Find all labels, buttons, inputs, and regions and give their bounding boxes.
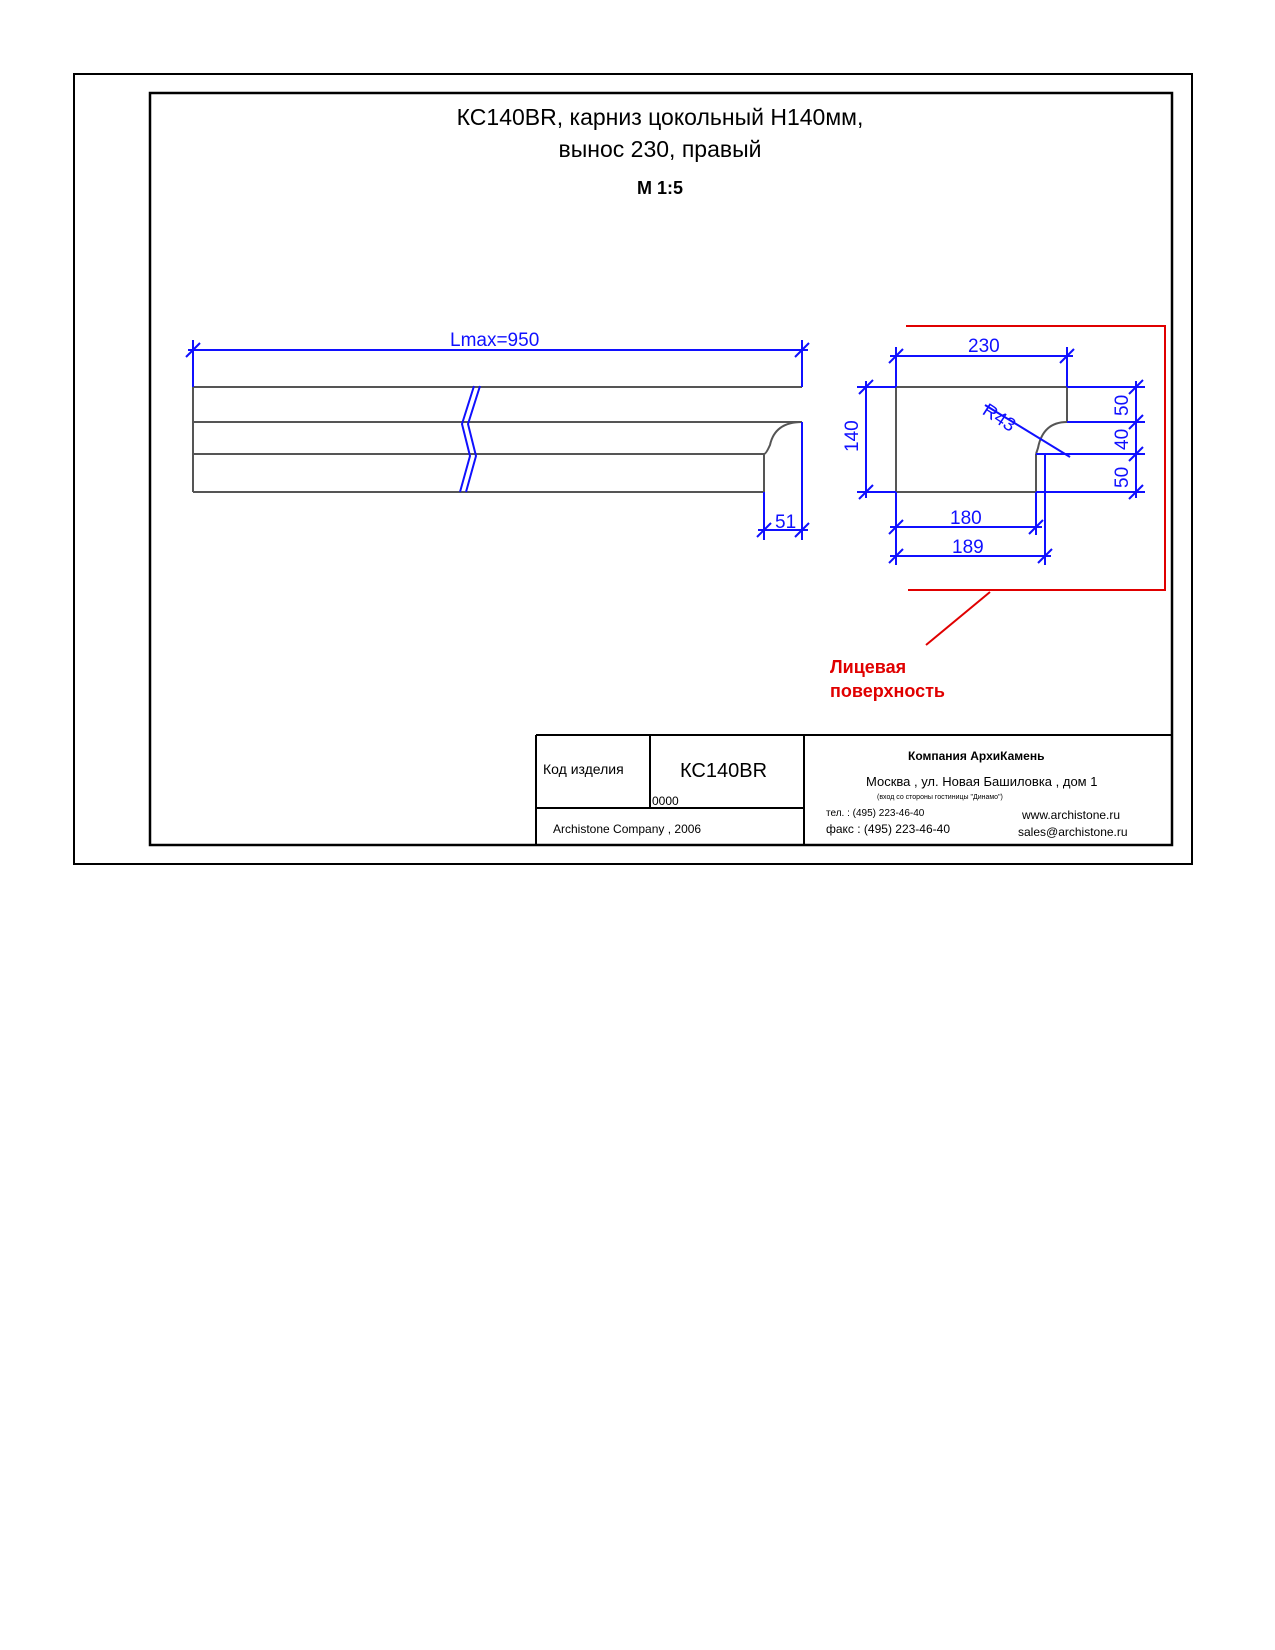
width-label: 230 [968, 336, 1000, 357]
face-surface-label [830, 655, 945, 703]
company-address: Москва , ул. Новая Башиловка , дом 1 [866, 774, 1098, 789]
company-name: Компания АрхиКамень [908, 749, 1045, 763]
company-website[interactable]: www.archistone.ru [1022, 808, 1121, 822]
drawing-subtitle: вынос 230, правый [558, 136, 762, 162]
code-label: Код изделия [543, 761, 624, 777]
radius-label: R43 [978, 400, 1020, 437]
end-offset-label: 51 [775, 512, 797, 533]
length-label: Lmax=950 [450, 330, 540, 351]
height-label: 140 [842, 420, 863, 452]
drawing-title: КС140BR, карниз цокольный Н140мм, [456, 104, 864, 130]
drawing-number: 0000 [652, 794, 679, 808]
base-inner-label: 180 [950, 508, 982, 529]
company-email[interactable]: sales@archistone.ru [1018, 825, 1128, 839]
face-surface-line2: поверхность [830, 681, 945, 701]
inner-frame [150, 93, 1172, 845]
face-surface-line1: Лицевая [830, 657, 907, 677]
right-top-label: 50 [1112, 394, 1133, 416]
base-outer-label: 189 [952, 537, 984, 558]
code-value: КС140BR [680, 760, 768, 782]
right-bottom-label: 50 [1112, 466, 1133, 488]
company-fax: факс : (495) 223-46-40 [826, 822, 950, 836]
drawing-scale: М 1:5 [636, 178, 683, 198]
right-mid-label: 40 [1112, 428, 1133, 450]
side-view [193, 387, 802, 492]
company-tel: тел. : (495) 223-46-40 [826, 808, 925, 819]
copyright: Archistone Company , 2006 [553, 822, 702, 836]
address-note: (вход со стороны гостиницы "Динамо") [877, 794, 1003, 801]
break-marks [460, 386, 480, 492]
